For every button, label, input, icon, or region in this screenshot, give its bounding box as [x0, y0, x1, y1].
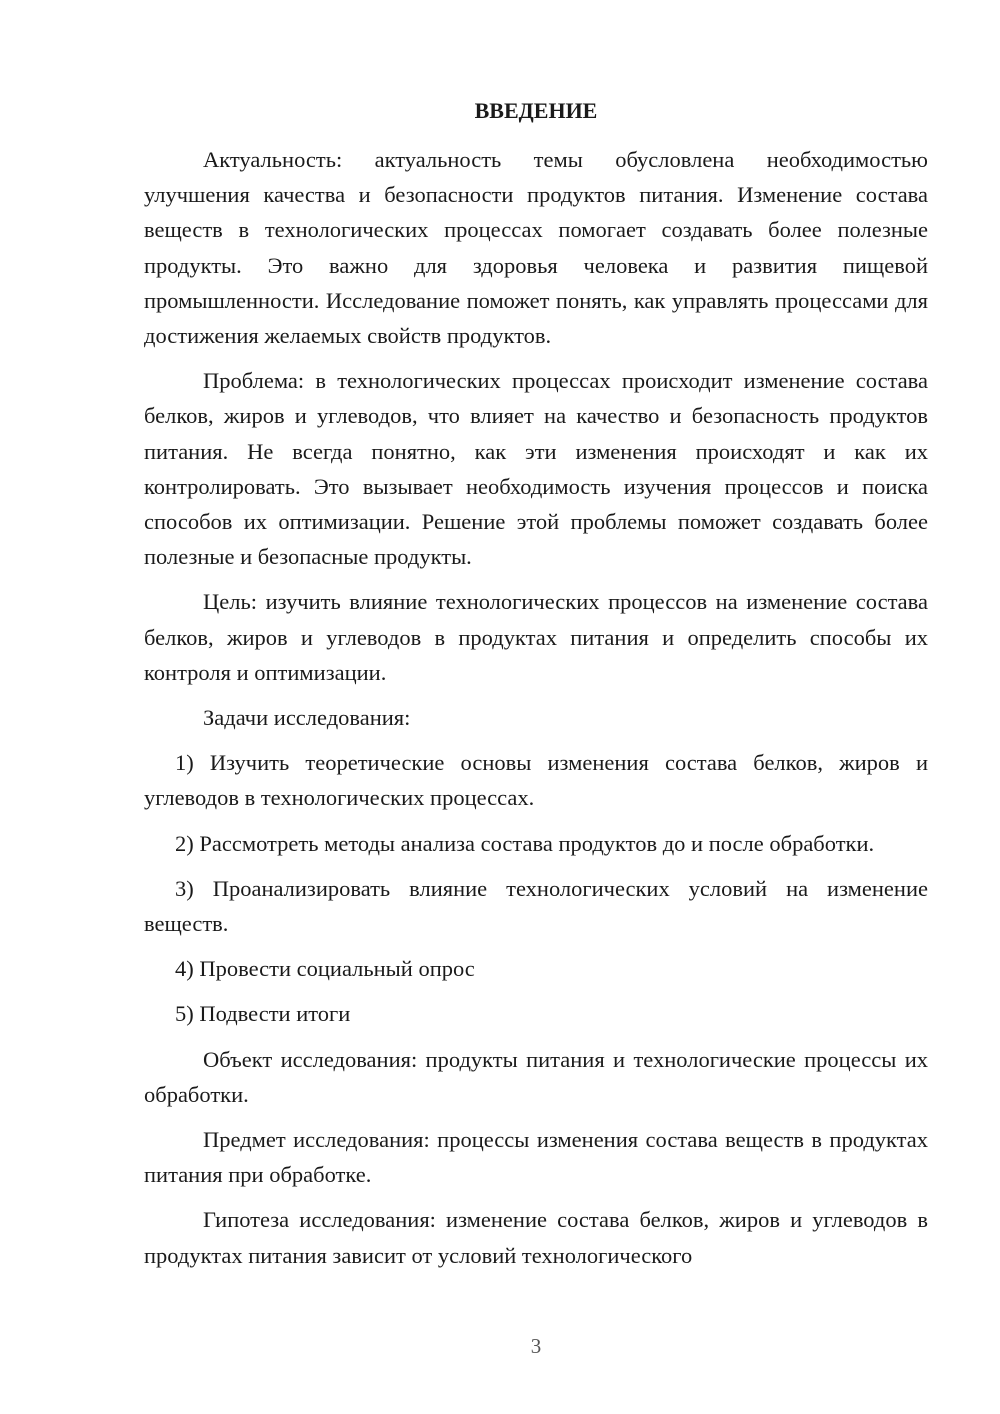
- paragraph-goal: Цель: изучить влияние технологических процессов на изменение состава белков, жиров и углеводов в продуктах питания и определить способы их контроля и оптимизации.: [144, 589, 928, 685]
- paragraph-tasks-heading: Задачи исследования:: [203, 705, 411, 731]
- task-item-1: 1) Изучить теоретические основы изменения состава белков, жиров и углеводов в технологических процессах.: [144, 750, 928, 811]
- paragraph-object: Объект исследования: продукты питания и технологические процессы их обработки.: [144, 1046, 928, 1107]
- task-item-4: 4) Провести социальный опрос: [175, 956, 475, 982]
- task-item-5: 5) Подвести итоги: [175, 1001, 351, 1027]
- body-text: [144, 142, 928, 1283]
- task-item-2: 2) Рассмотреть методы анализа состава продуктов до и после обработки.: [175, 830, 875, 856]
- task-item-3: 3) Проанализировать влияние технологических условий на изменение веществ.: [144, 875, 928, 937]
- paragraph-hypothesis: Гипотеза исследования: изменение состава белков, жиров и углеводов в продуктах питания зависит от условий технологического: [144, 1207, 928, 1268]
- page-title: ВВЕДЕНИЕ: [474, 98, 598, 123]
- page-number: 3: [530, 1334, 542, 1358]
- paragraph-problem: Проблема: в технологических процессах происходит изменение состава белков, жиров и углеводов, что влияет на качество и безопасность продуктов питания. Не всегда понятно, как эти изменения происходят и как их контролировать. Это вызывает необходимость изучения процессов и поиска способов их оптимизации. Решение этой проблемы поможет создавать более полезные и безопасные продукты.: [144, 368, 928, 570]
- paragraph-relevance: Актуальность: актуальность темы обусловлена необходимостью улучшения качества и безопасности продуктов питания. Изменение состава веществ в технологических процессах помогает создавать более полезные продукты. Это важно для здоровья человека и развития пищевой промышленности. Исследование поможет понять, как управлять процессами для достижения желаемых свойств продуктов.: [144, 147, 928, 349]
- paragraph-subject: Предмет исследования: процессы изменения состава веществ в продуктах питания при обработке.: [144, 1127, 928, 1188]
